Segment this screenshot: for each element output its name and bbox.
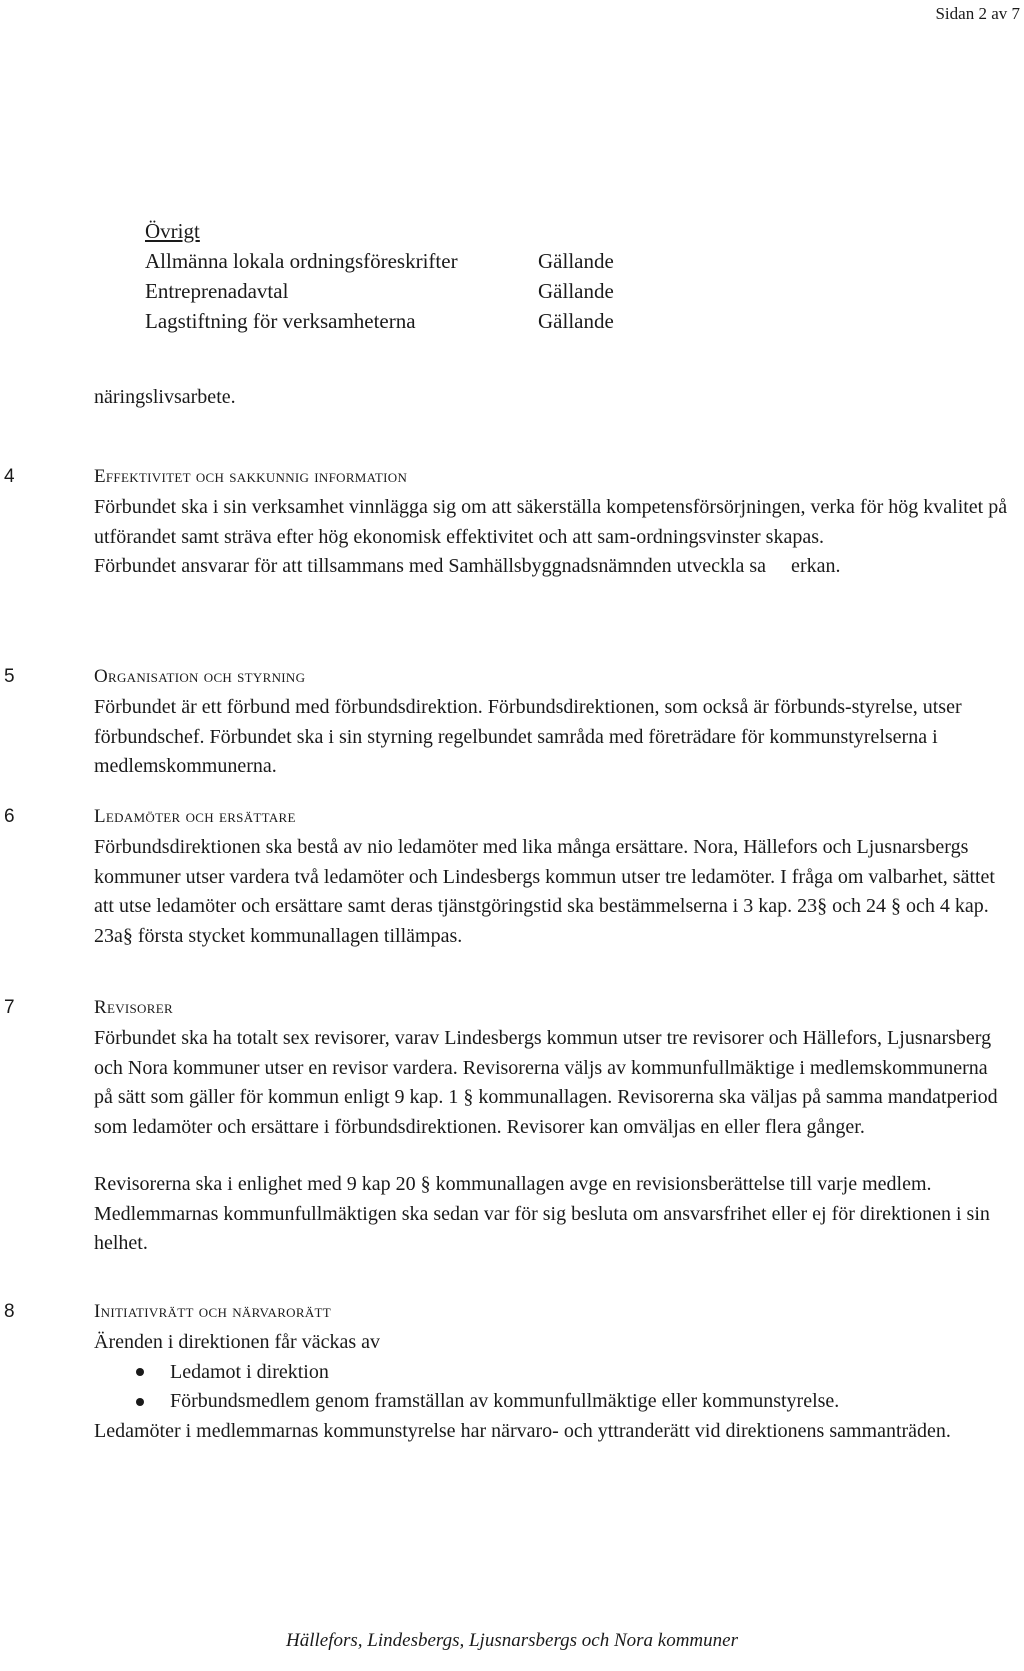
regulation-status: Gällande [538, 309, 614, 333]
paragraph: Ärenden i direktionen får väckas av [94, 1331, 380, 1353]
section-body [94, 1328, 1008, 1446]
paragraph: Förbundsdirektionen ska bestå av nio ledamöter med lika många ersättare. Nora, Hällefors och Ljusnarsbergs kommuner utser vardera två ledamöter och Lindesbergs kommun utser tre ledamöter. I fråga om valbarhet, sättet att utse ledamöter och ersättare samt deras tjänstgöringstid ska bestämmelserna i 3 kap. 23§ och 24 § och 4 kap. 23a§ första stycket kommunallagen tillämpas. [94, 836, 995, 947]
bullet-icon [136, 1398, 144, 1406]
page-footer: Hällefors, Lindesbergs, Ljusnarsbergs och Nora kommuner [286, 1630, 738, 1651]
section-number: 5 [4, 666, 15, 687]
section-body [94, 1024, 1008, 1259]
bullet-icon [136, 1368, 144, 1376]
paragraph: Förbundet ansvarar för att tillsammans med Samhällsbyggnadsnämnden utveckla sa erkan. [94, 555, 841, 577]
regulation-name: Entreprenadavtal [145, 279, 289, 303]
section-number: 8 [4, 1301, 15, 1322]
text-fragment: näringslivsarbete. [94, 386, 236, 408]
section-number: 4 [4, 466, 15, 487]
section-body [94, 493, 1008, 582]
section-body [94, 693, 1008, 782]
paragraph: Ledamöter i medlemmarnas kommunstyrelse har närvaro- och yttranderätt vid direktionens sammanträden. [94, 1419, 951, 1442]
bullet-list [94, 1358, 1008, 1417]
paragraph: Förbundet ska i sin verksamhet vinnlägga sig om att säkerställa kompetensförsörjningen, verka för hög kvalitet på utförandet samt sträva efter hög ekonomisk effektivitet och att sam-ordningsvinster skapas. [94, 496, 1008, 548]
page-number: Sidan 2 av 7 [935, 4, 1020, 23]
regulation-row [145, 306, 614, 336]
section-number: 7 [4, 997, 15, 1018]
section-title: Revisorer [94, 997, 173, 1018]
ovrigt-block [145, 218, 614, 336]
paragraph: Förbundet är ett förbund med förbundsdirektion. Förbundsdirektionen, som också är förbunds-styrelse, utser förbundschef. Förbundet ska i sin styrning regelbundet samråda med företrädare för kommunstyrelserna i medlemskommunerna. [94, 696, 962, 777]
section-title: Initiativrätt och närvarorätt [94, 1301, 332, 1322]
list-item-text: Ledamot i direktion [170, 1360, 329, 1383]
regulation-row [145, 276, 614, 306]
regulation-status: Gällande [538, 279, 614, 303]
ovrigt-heading: Övrigt [145, 219, 200, 243]
list-item [94, 1358, 1008, 1388]
section-number: 6 [4, 806, 15, 827]
paragraph: Förbundet ska ha totalt sex revisorer, varav Lindesbergs kommun utser tre revisorer och Hällefors, Ljusnarsberg och Nora kommuner utser en revisor vardera. Revisorerna väljs av kommunfullmäktige i medlemskommunerna på sätt som gäller för kommun enligt 9 kap. 1 § kommunallagen. Revisorerna ska väljas på samma mandatperiod som ledamöter och ersättare i förbundsdirektionen. Revisorer kan omväljas en eller flera gånger. [94, 1027, 998, 1138]
section-title: Ledamöter och ersättare [94, 806, 296, 827]
regulation-name: Allmänna lokala ordningsföreskrifter [145, 249, 458, 273]
list-item [94, 1387, 1008, 1417]
section-title: Effektivitet och sakkunnig information [94, 466, 408, 487]
regulation-status: Gällande [538, 249, 614, 273]
regulation-row [145, 246, 614, 276]
list-item-text: Förbundsmedlem genom framställan av kommunfullmäktige eller kommunstyrelse. [170, 1390, 840, 1412]
section-body [94, 833, 1008, 951]
section-title: Organisation och styrning [94, 666, 306, 687]
regulation-name: Lagstiftning för verksamheterna [145, 309, 416, 333]
paragraph: Revisorerna ska i enlighet med 9 kap 20 § kommunallagen avge en revisionsberättelse till varje medlem. Medlemmarnas kommunfullmäktigen ska sedan var för sig besluta om ansvarsfrihet eller ej för direktionen i sin helhet. [94, 1173, 990, 1254]
